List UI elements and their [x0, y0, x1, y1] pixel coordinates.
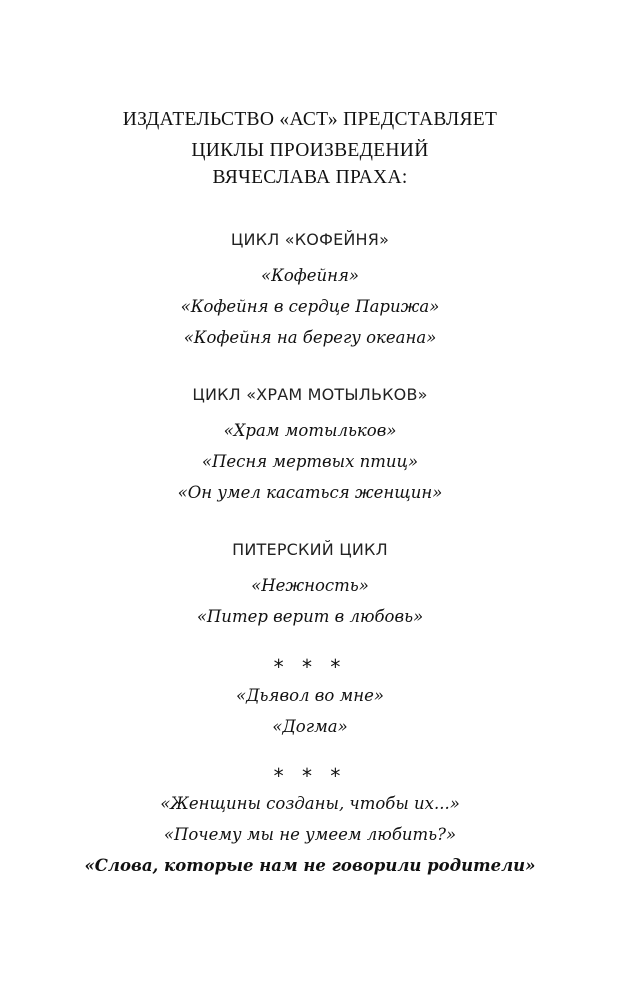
- book-title: «Питер верит в любовь»: [196, 607, 424, 626]
- book-title: «Храм мотыльков»: [223, 421, 397, 440]
- cycle-title-kofeynya: ЦИКЛ «КОФЕЙНЯ»: [230, 230, 390, 249]
- section-separator: * * *: [273, 764, 347, 788]
- book-title: «Кофейня на берегу океана»: [183, 328, 437, 347]
- book-title: «Он умел касаться женщин»: [177, 483, 443, 502]
- header-line-3: ВЯЧЕСЛАВА ПРАХА:: [212, 167, 408, 188]
- book-title: «Догма»: [272, 717, 348, 736]
- section-separator: * * *: [273, 655, 347, 679]
- book-title: «Нежность»: [251, 576, 369, 595]
- book-title: «Кофейня»: [261, 266, 359, 285]
- book-title: «Дьявол во мне»: [236, 686, 384, 705]
- book-title: «Песня мертвых птиц»: [201, 452, 419, 471]
- book-title: «Почему мы не умеем любить?»: [163, 825, 457, 844]
- cycle-title-piterskiy: ПИТЕРСКИЙ ЦИКЛ: [232, 540, 388, 559]
- book-title: «Женщины созданы, чтобы их...»: [160, 794, 460, 813]
- book-title: «Кофейня в сердце Парижа»: [180, 297, 440, 316]
- header-line-2: ЦИКЛЫ ПРОИЗВЕДЕНИЙ: [191, 140, 429, 161]
- publisher-header: [0, 104, 620, 193]
- book-title-highlighted: «Слова, которые нам не говорили родители»: [84, 856, 536, 875]
- header-line-1: ИЗДАТЕЛЬСТВО «АСТ» ПРЕДСТАВЛЯЕТ: [122, 109, 498, 130]
- cycle-title-khram-motylkov: ЦИКЛ «ХРАМ МОТЫЛЬКОВ»: [192, 385, 428, 404]
